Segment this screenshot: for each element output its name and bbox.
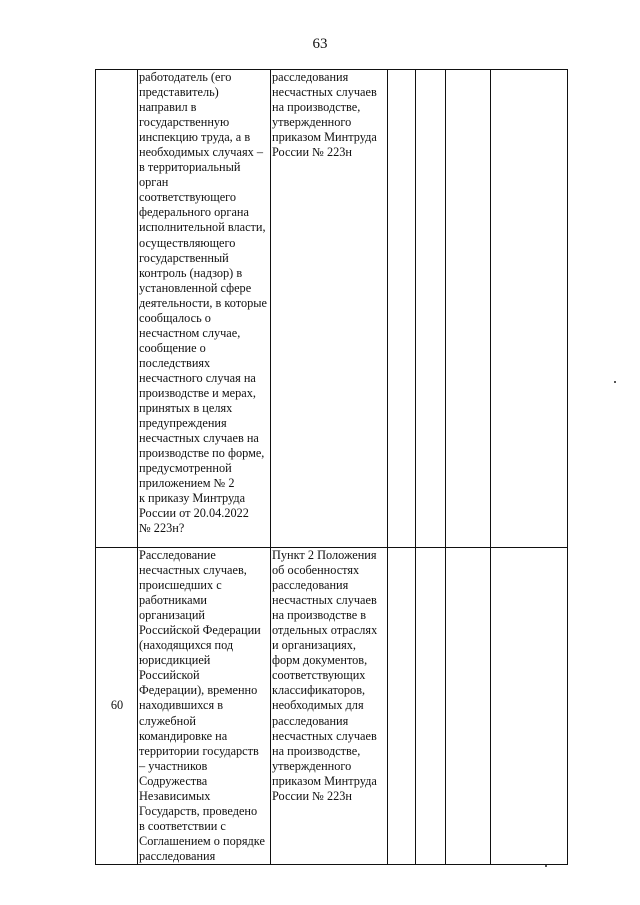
answer-no-cell[interactable] <box>416 548 446 865</box>
table-row <box>96 548 568 865</box>
answer-no-cell[interactable] <box>416 70 446 548</box>
answer-yes-cell[interactable] <box>388 70 416 548</box>
answer-na-cell[interactable] <box>446 548 491 865</box>
table-row <box>96 70 568 548</box>
scan-speck <box>614 381 616 383</box>
answer-yes-cell[interactable] <box>388 548 416 865</box>
reference-cell: расследования несчастных случаев на производстве, утвержденного приказом Минтруда России № 223н <box>271 70 388 548</box>
checklist-table <box>95 69 568 865</box>
question-cell: Расследование несчастных случаев, происшедших с работниками организаций Российской Федерации (находящихся под юрисдикцией Российской Федерации), временно находившихся в служебной командировке на территории государств – участников Содружества Независимых Государств, проведено в соответствии с Соглашением о порядке расследования <box>138 548 271 865</box>
question-cell: работодатель (его представитель) направил в государственную инспекцию труда, а в необходимых случаях – в территориальный орган соответствующего федерального органа исполнительной власти, осуществляющего государственный контроль (надзор) в установленной сфере деятельности, в которые сообщалось о несчастном случае, сообщение о последствиях несчастного случая на производстве и мерах, принятых в целях предупреждения несчастных случаев на производстве по форме, предусмотренной приложением № 2 к приказу Минтруда России от 20.04.2022 № 223н? <box>138 70 271 548</box>
scan-speck <box>545 865 547 867</box>
reference-cell: Пункт 2 Положения об особенностях расследования несчастных случаев на производстве в отдельных отраслях и организациях, форм документов, соответствующих классификаторов, необходимых для расследования несчастных случаев на производстве, утвержденного приказом Минтруда России № 223н <box>271 548 388 865</box>
note-cell[interactable] <box>491 70 568 548</box>
row-number-cell: 60 <box>96 548 138 865</box>
answer-na-cell[interactable] <box>446 70 491 548</box>
note-cell[interactable] <box>491 548 568 865</box>
page-number: 63 <box>312 36 328 52</box>
row-number-cell <box>96 70 138 548</box>
